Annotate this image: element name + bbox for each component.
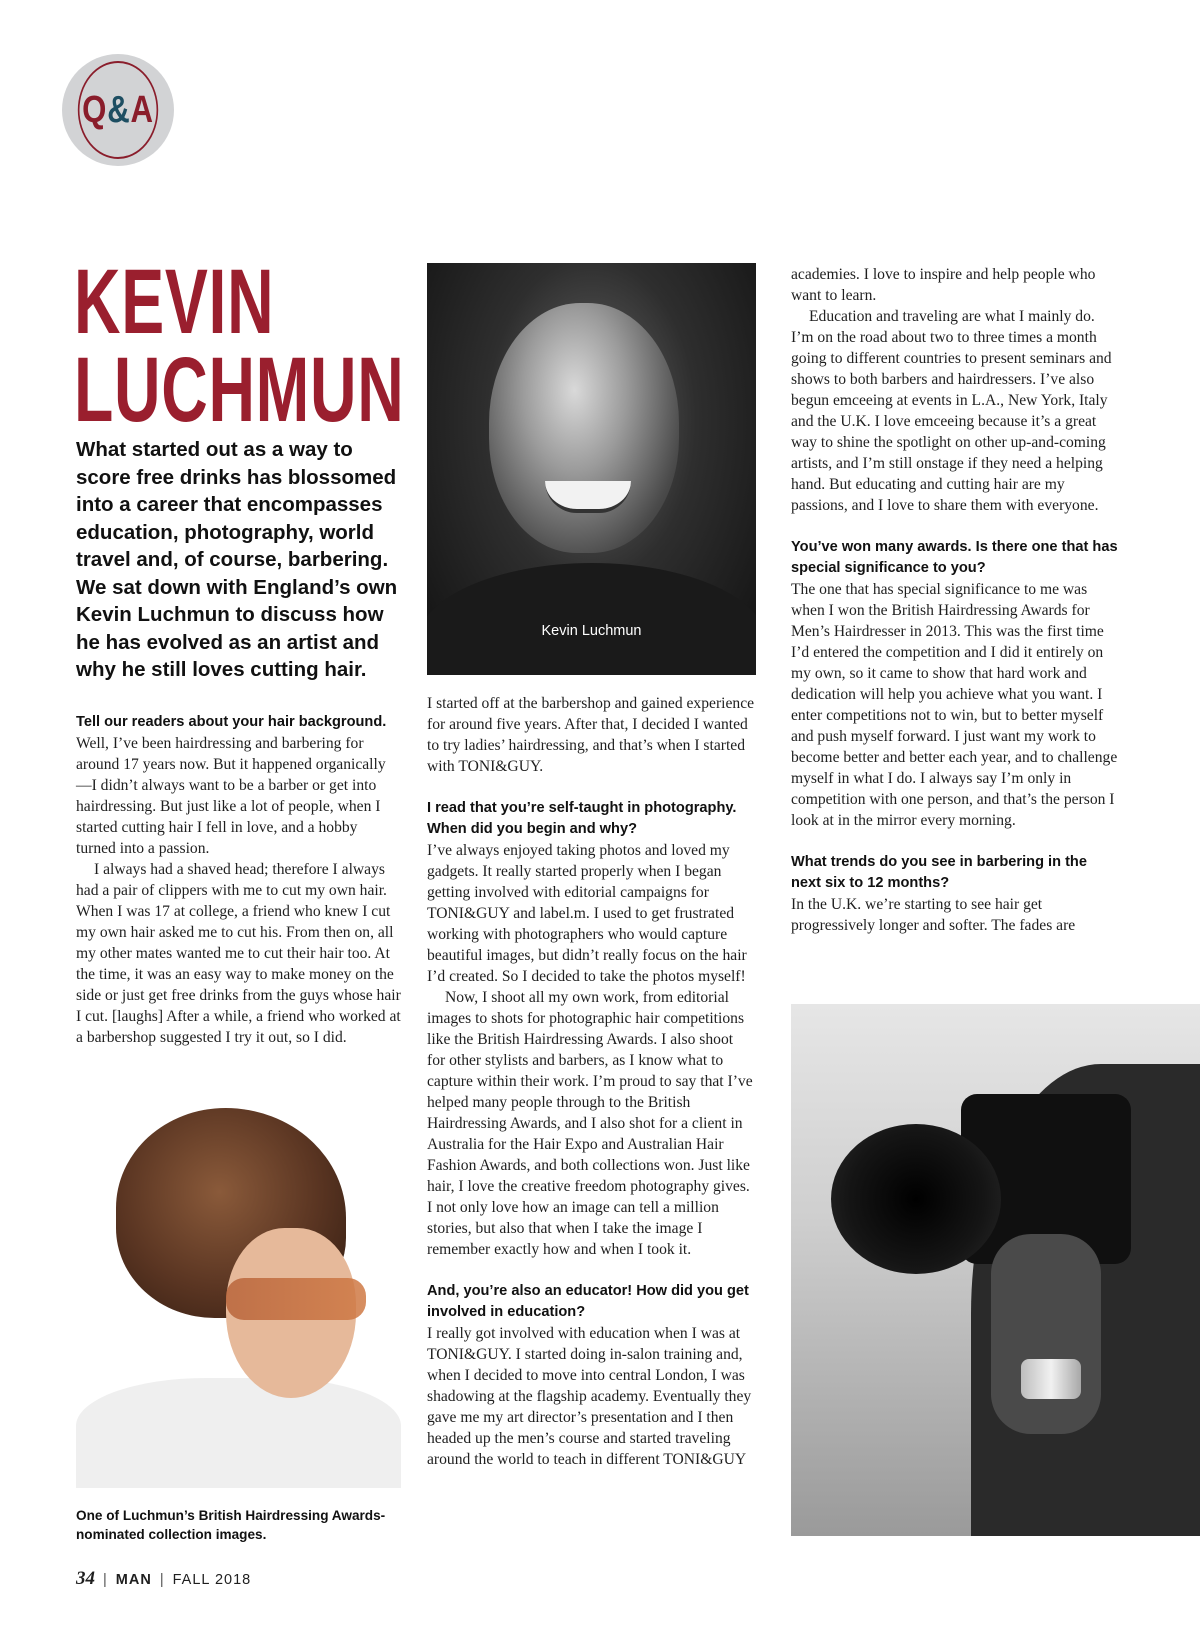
kevin-luchmun-portrait-photo xyxy=(427,263,756,675)
page-number: 34 xyxy=(76,1568,95,1589)
column-2 xyxy=(427,693,755,1470)
headline-line-1: KEVIN xyxy=(74,251,275,353)
answer-paragraph: academies. I love to inspire and help people who want to learn. xyxy=(791,266,1096,304)
qa-badge xyxy=(62,54,174,166)
question-hair-background: Tell our readers about your hair background. xyxy=(76,714,387,730)
question-awards: You’ve won many awards. Is there one that has special significance to you? xyxy=(791,539,1118,576)
qa-badge-a: A xyxy=(130,88,154,131)
answer-paragraph: I’ve always enjoyed taking photos and loved my gadgets. It really started properly when I began getting involved with editorial campaigns for TONI&GUY and label.m. I used to get frustrated working with photographers who would capture beautiful images, but didn’t really focus on the hair I’d created. So I decided to take the photos myself! xyxy=(427,842,747,985)
qa-badge-q: Q xyxy=(82,88,108,131)
qa-badge-text xyxy=(78,61,158,159)
folio-divider: | xyxy=(159,1572,165,1588)
qa-badge-amp: & xyxy=(107,88,131,131)
portrait-caption: Kevin Luchmun xyxy=(541,623,642,639)
folio-divider: | xyxy=(103,1572,108,1588)
photographer-camera-photo xyxy=(791,1004,1200,1536)
column-1 xyxy=(76,712,401,1048)
article-headline xyxy=(74,251,405,441)
answer-paragraph: Well, I’ve been hairdressing and barbering for around 17 years now. But it happened organically—I didn’t always want to be a barber or get into hairdressing. But just like a lot of people, when I started cutting hair I fell in love, and a hobby turned into a passion. xyxy=(76,735,386,857)
camera-lens xyxy=(831,1124,1001,1274)
answer-paragraph: Education and traveling are what I mainly do. I’m on the road about two to three times a month going to different countries to present seminars and shows to both barbers and hairdressers. I’ve also begun emceeing at events in L.A., New York, Italy and the U.K. I love emceeing because it’s a great way to shine the spotlight on other up-and-coming artists, and I’m still onstage if they need a helping hand. But educating and cutting hair are my passions, and I love to share them with everyone. xyxy=(791,308,1112,514)
wristwatch xyxy=(1021,1359,1081,1399)
column-3 xyxy=(791,264,1120,936)
answer-paragraph: Now, I shoot all my own work, from editorial images to shots for photographic hair competitions like the British Hairdressing Awards. I also shoot for other stylists and barbers, as I know what to capture within their work. I’m proud to say that I’ve helped many people through to the British Hairdressing Awards, and I also shot for a client in Australia for the Hair Expo and Australian Hair Fashion Awards, and both collections won. Just like hair, I love the creative freedom photography gives. I not only love how an image can tell a million stories, but also that when I take the image I remember exactly how and when I took it. xyxy=(427,989,753,1258)
question-photography: I read that you’re self-taught in photography. When did you begin and why? xyxy=(427,800,737,837)
answer-paragraph: In the U.K. we’re starting to see hair get progressively longer and softer. The fades are xyxy=(791,896,1076,934)
collection-model-photo xyxy=(76,1078,401,1488)
model-shirt xyxy=(76,1378,401,1488)
answer-paragraph: I really got involved with education when I was at TONI&GUY. I started doing in-salon training and, when I decided to move into central London, I was shadowing at the flagship academy. Eventually they gave me my art director’s presentation and I then headed up the men’s course and started traveling around the world to teach in different TONI&GUY xyxy=(427,1325,752,1468)
model-photo-caption: One of Luchmun’s British Hairdressing Awards-nominated collection images. xyxy=(76,1508,386,1542)
model-sunglasses xyxy=(226,1278,366,1320)
question-education: And, you’re also an educator! How did you get involved in education? xyxy=(427,1283,749,1320)
question-trends: What trends do you see in barbering in the next six to 12 months? xyxy=(791,854,1087,891)
page-folio xyxy=(76,1568,251,1590)
magazine-name: MAN xyxy=(115,1572,152,1588)
portrait-head xyxy=(489,303,679,553)
photographer-hand xyxy=(991,1234,1101,1434)
article-deck: What started out as a way to score free drinks has blossomed into a career that encompasses education, photography, world travel and, of course, barbering. We sat down with England’s own Kevin Luchmun to discuss how he has evolved as an artist and why he still loves cutting hair. xyxy=(76,438,398,681)
answer-paragraph: I started off at the barbershop and gained experience for around five years. After that, I decided I wanted to try ladies’ hairdressing, and that’s when I started with TONI&GUY. xyxy=(427,695,755,775)
headline-line-2: LUCHMUN xyxy=(74,339,405,441)
issue-date: FALL 2018 xyxy=(172,1572,252,1588)
answer-paragraph: The one that has special significance to me was when I won the British Hairdressing Awards for Men’s Hairdresser in 2013. This was the first time I’d entered the competition and I did it entirely on my own, so it came to show that hard work and dedication will help you achieve what you want. I enter competitions not to win, but to better myself and push myself forward. I just want my work to become better and better each year, and to challenge myself in what I do. I always say I’m only in competition with one person, and that’s the person I look at in the mirror every morning. xyxy=(791,581,1118,829)
portrait-shoulders xyxy=(427,563,756,675)
answer-paragraph: I always had a shaved head; therefore I always had a pair of clippers with me to cut my own hair. When I was 17 at college, a friend who knew I cut my own hair asked me to cut his. From then on, all my other mates wanted me to cut their hair too. At the time, it was an easy way to make money on the side or just get free drinks from the guys whose hair I cut. [laughs] After a while, a friend who worked at a barbershop suggested I try it out, so I did. xyxy=(76,861,401,1046)
